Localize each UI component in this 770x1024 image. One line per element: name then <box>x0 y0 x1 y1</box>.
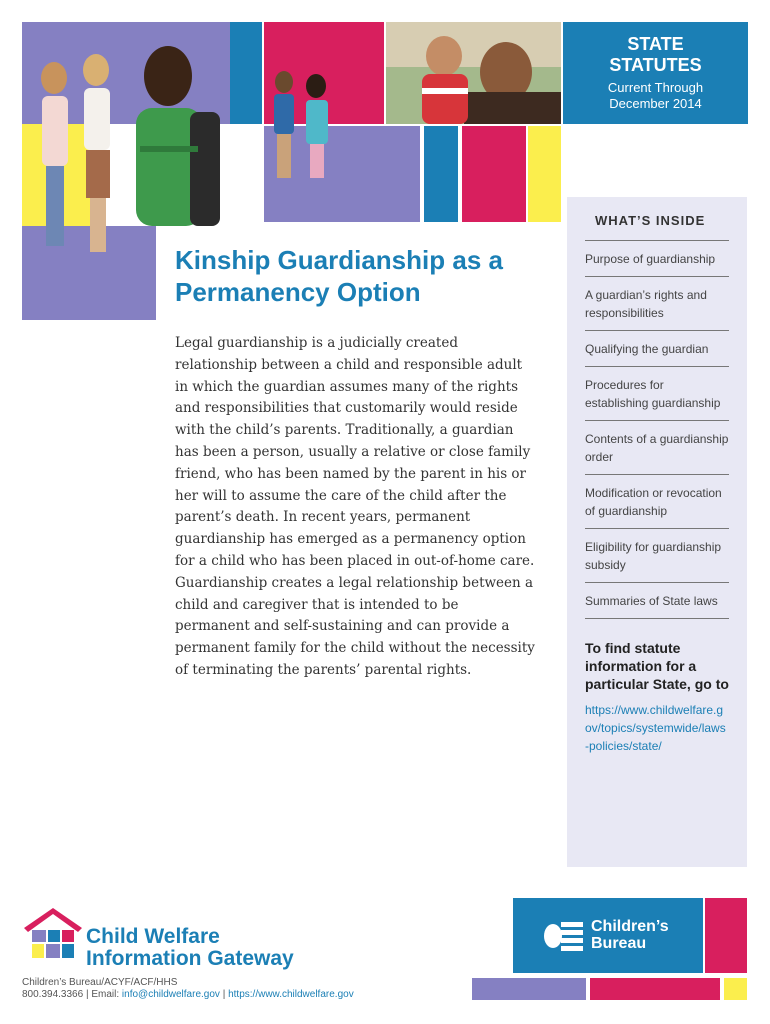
footer-contact-line <box>22 989 354 1001</box>
toc-item-qualifying[interactable]: Qualifying the guardian <box>585 330 729 366</box>
toc-item-summaries[interactable]: Summaries of State laws <box>585 582 729 619</box>
toc-item-procedures[interactable]: Procedures for establishing guardianship <box>585 366 729 420</box>
footer-agency: Children’s Bureau/ACYF/ACF/HHS <box>22 977 178 988</box>
footer-email-label: Email: <box>91 989 120 1000</box>
photo-students-girls <box>26 44 122 254</box>
footer-separator: | <box>222 989 229 1000</box>
footer-website-link[interactable]: https://www.childwelfare.gov <box>228 989 354 1000</box>
photo-grandfather-child <box>386 22 561 124</box>
toc-item-contents[interactable]: Contents of a guardianship order <box>585 420 729 474</box>
toc-item-purpose[interactable]: Purpose of guardianship <box>585 240 729 276</box>
find-statute-heading: To find statute information for a particular State, go to <box>585 640 729 692</box>
state-statutes-box <box>563 22 748 124</box>
footer-block-purple <box>472 978 586 1000</box>
state-statutes-title <box>563 34 748 76</box>
childrens-bureau-name <box>591 918 669 952</box>
cb-name-line2: Bureau <box>591 935 647 952</box>
current-through <box>563 80 748 112</box>
color-block-pink-mid <box>462 126 526 222</box>
footer-block-yellow <box>724 978 747 1000</box>
page-title-line1: Kinship Guardianship as a <box>175 245 503 275</box>
footer-separator: | <box>85 989 92 1000</box>
whats-inside-sidebar <box>567 197 747 867</box>
whats-inside-list <box>567 240 747 619</box>
intro-paragraph: Legal guardianship is a judicially created relationship between a child and responsible adult in which the guardian assumes many of the rights and responsibilities that customarily would reside with the child’s parents. Traditionally, a guardian has been a person, usually a relative or close family friend, who has been named by the parent in his or her will to assume the care of the child after the parent’s death. In recent years, permanent guardianship has emerged as a permanency option for a child who has been placed in out-of-home care. Guardianship creates a legal relationship between a child and caregiver that is intended to be permanent and self-sustaining and can provide a permanent family for the child without the necessity of terminating the parents’ parental rights. <box>175 335 535 678</box>
whats-inside-heading: WHAT’S INSIDE <box>595 213 706 228</box>
footer-block-pink <box>590 978 720 1000</box>
footer-phone: 800.394.3366 <box>22 989 84 1000</box>
toc-item-rights[interactable]: A guardian’s rights and responsibilities <box>585 276 729 330</box>
color-block-blue-narrow <box>230 22 262 124</box>
cb-name-line1: Children’s <box>591 918 669 935</box>
toc-item-modification[interactable]: Modification or revocation of guardianship <box>585 474 729 528</box>
current-line1: Current Through <box>607 80 704 95</box>
color-block-blue-mid <box>424 126 458 222</box>
footer-contact <box>22 977 354 1001</box>
color-block-yellow-right <box>528 126 561 222</box>
page-title <box>175 244 555 308</box>
toc-item-eligibility[interactable]: Eligibility for guardianship subsidy <box>585 528 729 582</box>
statute-url-link[interactable]: https://www.childwelfare.gov/topics/systemwide/laws-policies/state/ <box>585 703 726 753</box>
photo-student-boy <box>116 36 226 226</box>
cwig-house-icon <box>22 906 84 968</box>
cwig-name-line2: Information Gateway <box>86 947 294 970</box>
cwig-name-line1: Child Welfare <box>86 925 220 948</box>
childrens-bureau-logo[interactable] <box>513 898 703 973</box>
state-title-line2: STATUTES <box>609 55 702 75</box>
footer-block-pink-tall <box>705 898 747 973</box>
childrens-bureau-flag-icon <box>541 916 585 956</box>
footer-email-link[interactable]: info@childwelfare.gov <box>121 989 220 1000</box>
cwig-logo[interactable] <box>22 906 322 976</box>
state-title-line1: STATE <box>627 34 684 54</box>
current-line2: December 2014 <box>609 96 702 111</box>
cwig-name <box>86 926 294 970</box>
photo-young-students <box>268 68 338 188</box>
page-title-line2: Permanency Option <box>175 277 421 307</box>
